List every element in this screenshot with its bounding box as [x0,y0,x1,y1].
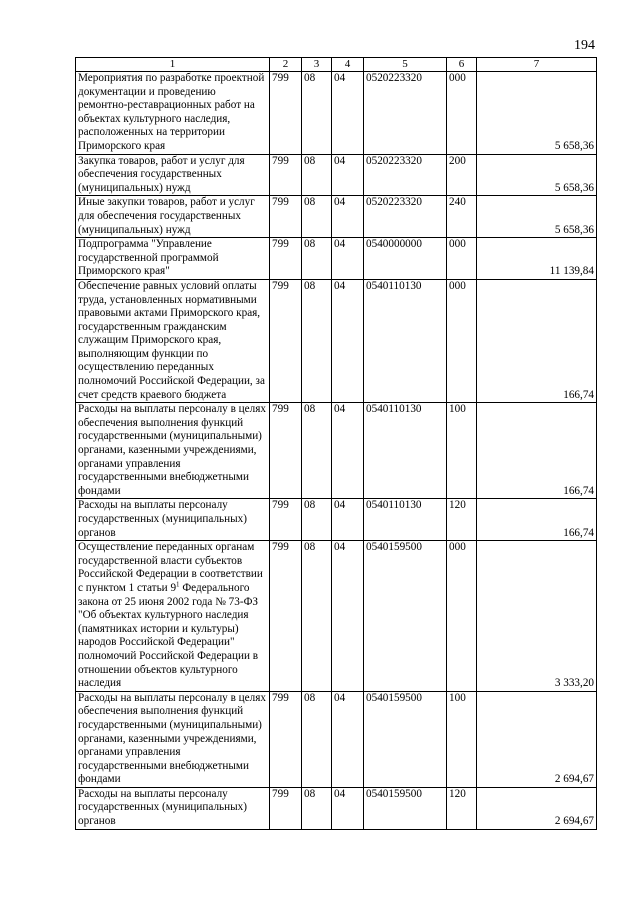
row-vr: 120 [447,499,477,541]
table-row [76,196,597,238]
row-rz: 08 [302,499,332,541]
row-pr: 04 [332,499,364,541]
table-row [76,691,597,787]
row-sum: 3 333,20 [477,541,597,692]
row-sum: 2 694,67 [477,787,597,829]
row-pr: 04 [332,403,364,499]
row-name: Расходы на выплаты персоналу в целях обеспечения выполнения функций государственными (муниципальными) органами, казенными учреждениями, органами управления государственными внебюджетными фондами [76,691,270,787]
row-name-part: Федерального закона от 25 июня 2002 года № 73-ФЗ "Об объектах культурного наследия (памятниках истории и культуры) народов Российской Федерации" полномочий Российской Федерации в отношении объектов культурного наследия [78,581,259,690]
row-ved: 799 [270,787,302,829]
table-row [76,72,597,155]
row-pr: 04 [332,691,364,787]
row-pr: 04 [332,154,364,196]
column-header: 3 [302,58,332,72]
row-pr: 04 [332,787,364,829]
row-rz: 08 [302,72,332,155]
table-row [76,787,597,829]
row-ved: 799 [270,72,302,155]
row-name: Расходы на выплаты персоналу государственных (муниципальных) органов [76,499,270,541]
row-name: Подпрограмма "Управление государственной программой Приморского края" [76,238,270,280]
row-ved: 799 [270,541,302,692]
row-vr: 000 [447,541,477,692]
row-sum: 5 658,36 [477,154,597,196]
row-csr: 0540110130 [364,403,447,499]
row-rz: 08 [302,541,332,692]
row-sum: 5 658,36 [477,72,597,155]
row-ved: 799 [270,154,302,196]
row-sum: 11 139,84 [477,238,597,280]
column-header: 6 [447,58,477,72]
table-row [76,154,597,196]
row-pr: 04 [332,196,364,238]
row-sum: 5 658,36 [477,196,597,238]
row-sum: 166,74 [477,279,597,402]
row-ved: 799 [270,196,302,238]
table-row [76,238,597,280]
row-rz: 08 [302,196,332,238]
column-header: 1 [76,58,270,72]
row-rz: 08 [302,787,332,829]
row-csr: 0540159500 [364,541,447,692]
row-csr: 0540159500 [364,787,447,829]
row-pr: 04 [332,541,364,692]
row-csr: 0540000000 [364,238,447,280]
row-vr: 000 [447,72,477,155]
row-name: Закупка товаров, работ и услуг для обеспечения государственных (муниципальных) нужд [76,154,270,196]
table-row [76,403,597,499]
row-csr: 0540110130 [364,279,447,402]
column-header: 5 [364,58,447,72]
row-sum: 166,74 [477,499,597,541]
row-csr: 0540110130 [364,499,447,541]
budget-table [75,57,597,830]
table-row [76,279,597,402]
row-vr: 100 [447,403,477,499]
row-rz: 08 [302,238,332,280]
row-ved: 799 [270,279,302,402]
row-pr: 04 [332,72,364,155]
row-pr: 04 [332,238,364,280]
row-vr: 000 [447,279,477,402]
row-rz: 08 [302,403,332,499]
row-rz: 08 [302,691,332,787]
row-vr: 240 [447,196,477,238]
row-ved: 799 [270,403,302,499]
row-ved: 799 [270,499,302,541]
page-number: 194 [574,38,595,53]
column-header: 7 [477,58,597,72]
row-rz: 08 [302,279,332,402]
row-name: Расходы на выплаты персоналу государственных (муниципальных) органов [76,787,270,829]
row-sum: 166,74 [477,403,597,499]
row-name: Расходы на выплаты персоналу в целях обеспечения выполнения функций государственными (муниципальными) органами, казенными учреждениями, органами управления государственными внебюджетными фондами [76,403,270,499]
table-row [76,541,597,692]
column-header: 4 [332,58,364,72]
table-header-row [76,58,597,72]
row-sum: 2 694,67 [477,691,597,787]
table-row [76,499,597,541]
superscript: 1 [176,580,180,589]
row-vr: 120 [447,787,477,829]
row-vr: 000 [447,238,477,280]
row-name: Обеспечение равных условий оплаты труда, установленных нормативными правовыми актами Приморского края, государственным гражданским служащим Приморского края, выполняющим функции по осуществлению переданных полномочий Российской Федерации, за счет средств краевого бюджета [76,279,270,402]
row-csr: 0540159500 [364,691,447,787]
row-rz: 08 [302,154,332,196]
column-header: 2 [270,58,302,72]
row-csr: 0520223320 [364,196,447,238]
row-vr: 200 [447,154,477,196]
row-name: Мероприятия по разработке проектной документации и проведению ремонтно-реставрационных работ на объектах культурного наследия, расположенных на территории Приморского края [76,72,270,155]
row-ved: 799 [270,691,302,787]
row-name-part: Осуществление переданных органам государственной власти субъектов Российской Федерации в соответствии с пунктом 1 статьи 9 [78,541,263,594]
row-csr: 0520223320 [364,154,447,196]
row-vr: 100 [447,691,477,787]
row-name: Иные закупки товаров, работ и услуг для обеспечения государственных (муниципальных) нужд [76,196,270,238]
row-csr: 0520223320 [364,72,447,155]
row-name [76,541,270,692]
row-pr: 04 [332,279,364,402]
row-ved: 799 [270,238,302,280]
